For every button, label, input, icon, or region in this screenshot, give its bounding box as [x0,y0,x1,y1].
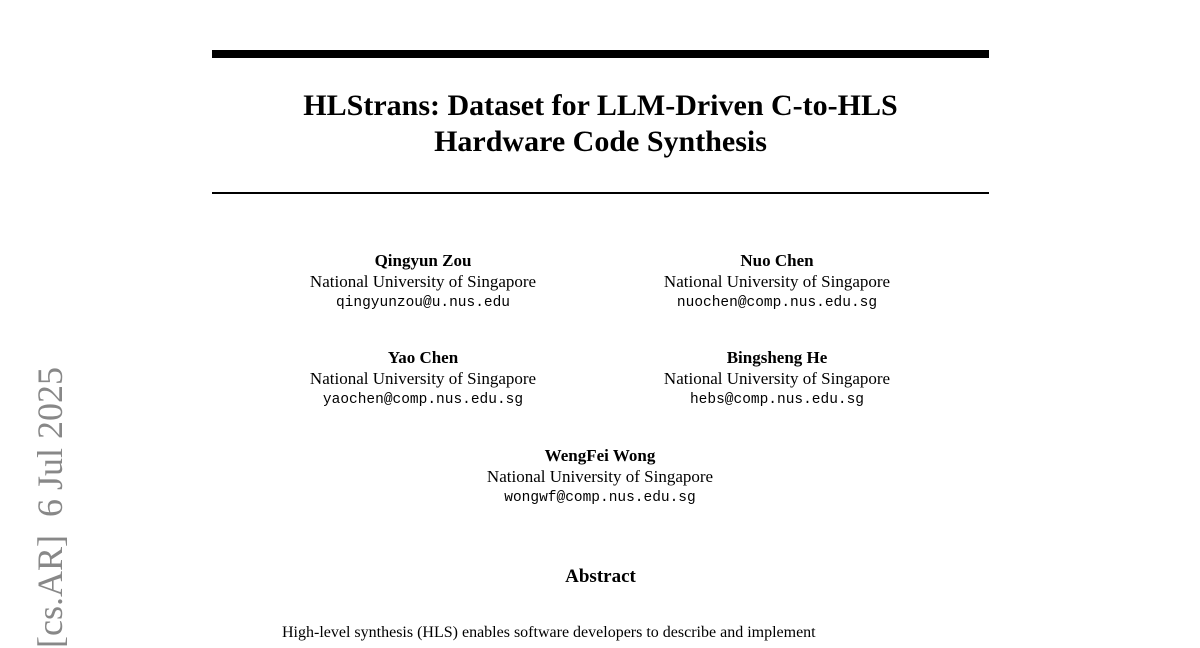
author-email[interactable]: nuochen@comp.nus.edu.sg [676,295,878,311]
author-affiliation: National University of Singapore [309,369,537,388]
author-block [263,347,583,411]
author-email[interactable]: yaochen@comp.nus.edu.sg [322,392,524,408]
arxiv-side-stamp: [cs.AR] 6 Jul 2025 [30,367,70,648]
abstract-text: High-level synthesis (HLS) enables software developers to describe and implement [282,624,816,641]
author-block [617,347,937,411]
author-affiliation: National University of Singapore [663,369,891,388]
title-line-1: HLStrans: Dataset for LLM-Driven C-to-HLS [303,89,898,122]
author-name: Qingyun Zou [374,251,472,270]
author-block [617,250,937,314]
author-block [263,250,583,314]
author-affiliation: National University of Singapore [309,272,537,291]
top-rule [212,50,989,58]
title-line-2: Hardware Code Synthesis [434,125,767,158]
author-block [440,445,760,509]
author-name: Yao Chen [387,348,459,367]
author-email[interactable]: qingyunzou@u.nus.edu [335,295,511,311]
title-bottom-rule [212,192,989,194]
author-name: Bingsheng He [726,348,828,367]
author-name: WengFei Wong [544,446,656,465]
author-email[interactable]: hebs@comp.nus.edu.sg [689,392,865,408]
author-affiliation: National University of Singapore [663,272,891,291]
author-affiliation: National University of Singapore [486,467,714,486]
abstract-heading: Abstract [565,566,636,587]
author-email[interactable]: wongwf@comp.nus.edu.sg [504,490,696,506]
paper-title [212,88,989,160]
author-name: Nuo Chen [740,251,814,270]
